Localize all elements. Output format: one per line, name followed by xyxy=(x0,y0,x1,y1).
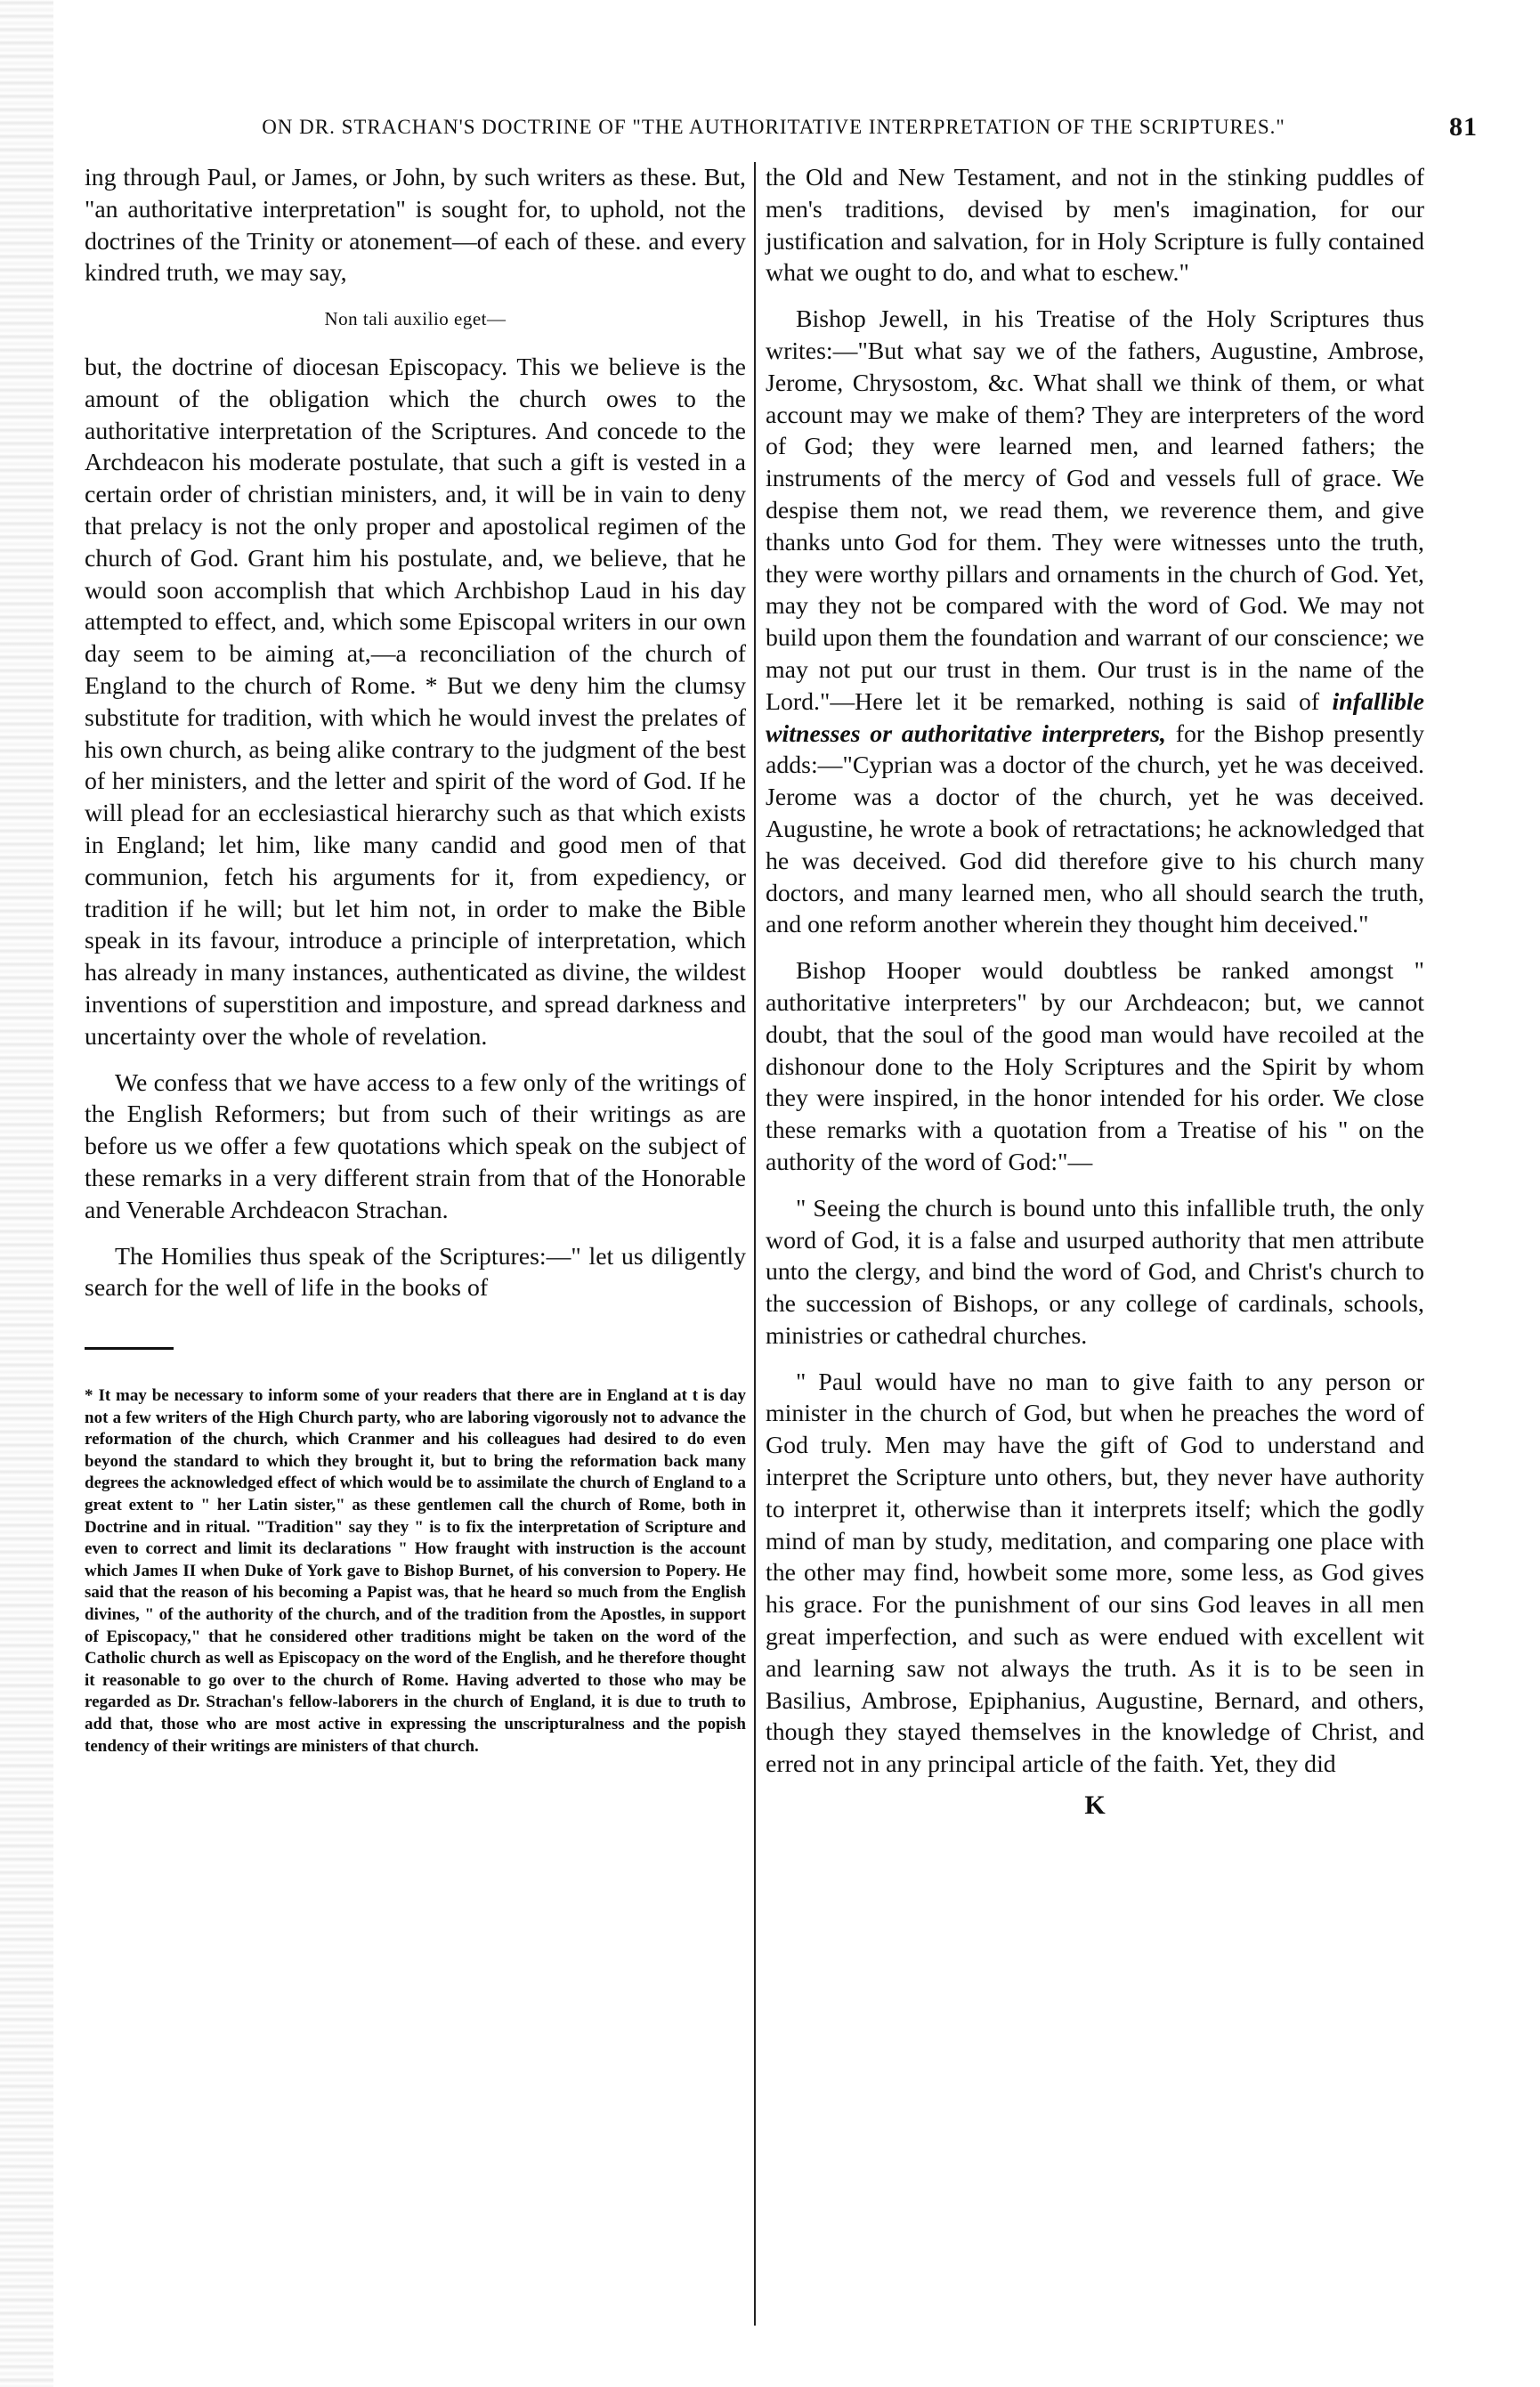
right-paragraph-4: " Seeing the church is bound unto this infallible truth, the only word of God, it is a false and usurped authority that men attribute unto the clergy, and bind the word of God, and Christ's church to the succession of Bishops, or any college of cardinals, schools, ministries or cathedral churches. xyxy=(766,1194,1424,1350)
footnote-text: It may be necessary to inform some of your readers that there are in England at t is day not a few writers of the High Church party, who are laboring vigorously not to advance the reformation of the church, which Cranmer and his colleagues had desired to do even beyond the standard to which they brought it, but to bring the reformation back many degrees the acknowledged effect of which would be to assimilate the church of England to a great extent to " her Latin sister," as these gentlemen call the church of Rome, both in Doctrine and in ritual. "Tradition" say they " is to fix the interpretation of Scripture and even to correct and limit its declarations " How fraught with instruction is the account which James II when Duke of York gave to Bishop Burnet, of his conversion to Popery. He said that the reason of his becoming a Papist was, that he heard so much from the English divines, " of the authority of the church, and of the tradition from the Apostles, in support of Episcopacy," that he considered other traditions might be taken on the word of the Catholic church as well as Episcopacy on the word of the English, and he therefore thought it reasonable to go over to the church of Rome. Having adverted to those who may be regarded as Dr. Strachan's fellow-laborers in the church of England, it is due to truth to add that, those who are most active in expressing the unscripturalness and the popish tendency of their writings are ministers of that church. xyxy=(85,1386,746,1756)
left-paragraph-4: The Homilies thus speak of the Scriptures:—" let us diligently search for the well of life in the books of xyxy=(85,1242,746,1303)
running-title: ON DR. STRACHAN'S DOCTRINE OF "THE AUTHORITATIVE INTERPRETATION OF THE SCRIPTURES." xyxy=(262,116,1285,138)
footnote-rule xyxy=(85,1347,174,1350)
latin-quotation: Non tali auxilio eget— xyxy=(324,308,507,330)
left-column xyxy=(85,162,746,2237)
right-paragraph-2-part-b: for the Bishop presently adds:—"Cyprian was a doctor of the church, yet he was deceived. Jerome was a doctor of the church, yet he was deceived. Augustine, he wrote a book of retractations; he acknowledged that he was deceived. God did therefore give to his church many doctors, and many learned men, who all should search the truth, and one reform another wherein they thought him deceived." xyxy=(766,719,1424,939)
running-header xyxy=(116,105,1478,150)
right-paragraph-2-part-a: Bishop Jewell, in his Treatise of the Holy Scriptures thus writes:—"But what say we of the fathers, Augustine, Ambrose, Jerome, Chrysostom, &c. What shall we think of them, or what account may we make of them? They are interpreters of the word of God; they were learned men, and learned fathers; the instruments of the mercy of God and vessels full of grace. We despise them not, we read them, we reverence them, and give thanks unto God for them. They were witnesses unto the truth, they were worthy pillars and ornaments in the church of God. Yet, may they not be compared with the word of God. We may not build upon them the foundation and warrant of our conscience; we may not put our trust in them. Our trust is in the name of the Lord."—Here let it be remarked, nothing is said of xyxy=(766,305,1424,716)
left-paragraph-3: We confess that we have access to a few only of the writings of the English Reformers; but from such of their writings as are before us we offer a few quotations which speak on the subject of these remarks in a very different strain from that of the Honorable and Venerable Archdeacon Strachan. xyxy=(85,1068,746,1224)
footnote xyxy=(85,1385,746,1758)
right-column xyxy=(766,162,1424,2343)
signature-mark: K xyxy=(1084,1790,1106,1821)
footnote-marker: * xyxy=(85,1386,93,1406)
page-number: 81 xyxy=(1449,112,1478,142)
right-paragraph-2 xyxy=(766,304,1424,941)
italic-phrase: infallible witnesses or authoritative interpreters, xyxy=(766,687,1424,748)
right-paragraph-5: " Paul would have no man to give faith to any person or minister in the church of God, but when he preaches the word of God truly. Men may have the gift of God to understand and interpret the Scripture unto others, but, they never have authority to interpret it, otherwise than it interprets itself; which the godly mind of man by study, meditation, and comparing one place with the other may find, howbeit some more, some less, as God gives his grace. For the punishment of our sins God leaves in all men great imperfection, and such as were endued with excellent wit and learning saw not always the truth. As it is to be seen in Basilius, Ambrose, Epiphanius, Augustine, Bernard, and others, though they stayed themselves in the knowledge of Christ, and erred not in any principal article of the faith. Yet, they did xyxy=(766,1368,1424,1779)
right-paragraph-3: Bishop Hooper would doubtless be ranked amongst " authoritative interpreters" by our Archdeacon; but, we cannot doubt, that the soul of the good man would have recoiled at the dishonour done to the Holy Scriptures and the Spirit by whom they were inspired, in the honor intended for his order. We close these remarks with a quotation from a Treatise of his " on the authority of the word of God:"— xyxy=(766,957,1424,1176)
right-paragraph-1: the Old and New Testament, and not in the stinking puddles of men's traditions, devised by men's imagination, for our justification and salvation, for in Holy Scripture is fully contained what we ought to do, and what to eschew." xyxy=(766,164,1424,288)
left-paragraph-2: but, the doctrine of diocesan Episcopacy. This we believe is the amount of the obligation which the church owes to the authoritative interpretation of the Scriptures. And concede to the Archdeacon his moderate postulate, that such a gift is vested in a certain order of christian ministers, and, it will be in vain to deny that prelacy is not the only proper and apostolical regimen of the church of God. Grant him his postulate, and, we believe, that he would soon accomplish that which Archbishop Laud in his day attempted to effect, and, which some Episcopal writers in our own day seem to be aiming at,—a reconciliation of the church of England to the church of Rome. * But we deny him the clumsy substitute for tradition, with which he would invest the prelates of his own church, as being alike contrary to the judgment of the best of her ministers, and the letter and spirit of the word of God. If he will plead for an ecclesiastical hierarchy such as that which exists in England; let him, like many candid and good men of that communion, fetch his arguments for it, from expediency, or tradition if he will; but let him not, in order to make the Bible speak in its favour, introduce a principle of interpretation, which has already in many instances, authenticated as divine, the wildest inventions of superstition and imposture, and spread darkness and uncertainty over the whole of revelation. xyxy=(85,353,746,1051)
left-paragraph-1: ing through Paul, or James, or John, by such writers as these. But, "an authoritative interpretation" is sought for, to uphold, not the doctrines of the Trinity or atonement—of each of these. and every kindred truth, we may say, xyxy=(85,164,746,288)
column-divider xyxy=(754,162,756,2326)
page-binding-edge xyxy=(0,0,53,2387)
